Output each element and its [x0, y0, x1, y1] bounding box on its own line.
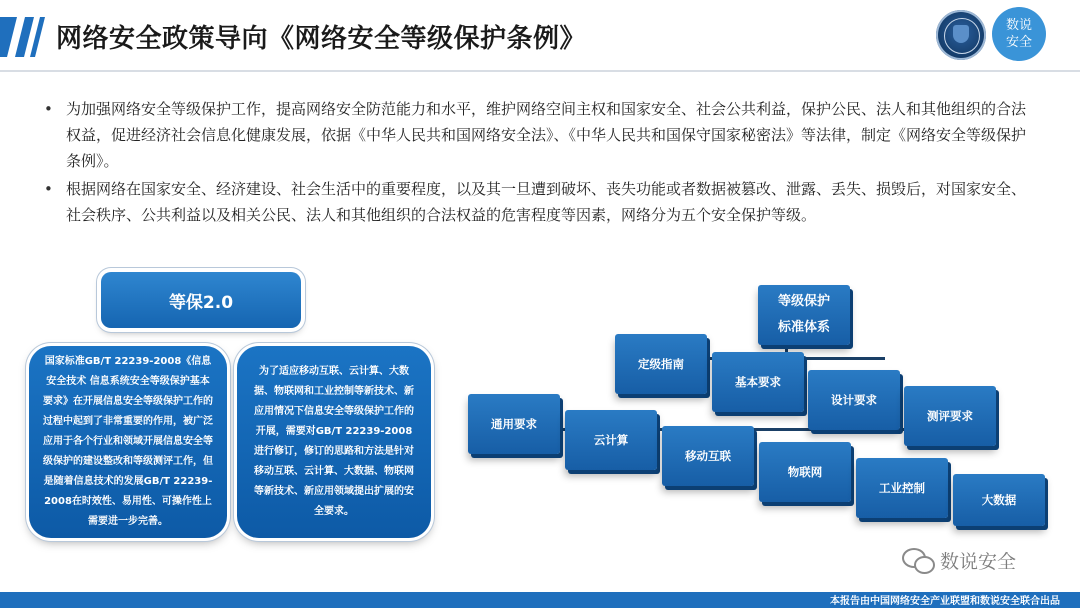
dengbao-title-box: 等保2.0 [101, 272, 301, 328]
level2-tile: 测评要求 [904, 386, 996, 446]
hierarchy-root-line2: 标准体系 [777, 320, 830, 335]
watermark-text: 数说安全 [940, 551, 1017, 573]
wechat-icon [902, 548, 934, 574]
page-title: 网络安全政策导向《网络安全等级保护条例》 [56, 24, 587, 54]
dengbao-right-panel [237, 346, 431, 538]
level3-tile: 物联网 [759, 442, 851, 502]
brand-logo-line1: 数说 [1005, 18, 1032, 33]
dengbao-right-text: 为了适应移动互联、云计算、大数据、物联网和工业控制等新技术、新应用情况下信息安全等级保护工作的开展，需要对GB/T 22239-2008进行修订，修订的思路和方法是针对移动互联、云计算、大数据、物联网等新技术、新应用领域提出扩展的安全要求。 [254, 366, 414, 517]
level2-tile: 基本要求 [712, 352, 804, 412]
hierarchy-root [758, 285, 850, 345]
dengbao-left-panel [29, 346, 227, 538]
watermark [902, 547, 1016, 574]
level3-tile: 云计算 [565, 410, 657, 470]
emblem-logo-icon [936, 10, 986, 60]
header-divider [0, 70, 1080, 72]
brand-logo-line2: 安全 [1005, 35, 1032, 50]
level3-tile: 移动互联 [662, 426, 754, 486]
level2-tile: 设计要求 [808, 370, 900, 430]
hierarchy-root-line1: 等级保护 [777, 294, 830, 309]
dengbao-left-text: 国家标准GB/T 22239-2008《信息安全技术 信息系统安全等级保护基本要求》在开展信息安全等级保护工作的过程中起到了非常重要的作用，被广泛应用于各个行业和领域开展信息安全等级保护的建设整改和等级测评工作，但是随着信息技术的发展GB/T 22239-2008在时效性、易用性、可操作性上需要进一步完善。 [43, 356, 213, 527]
header [0, 0, 1080, 70]
level3-tile: 通用要求 [468, 394, 560, 454]
bullet-item: • 根据网络在国家安全、经济建设、社会生活中的重要程度，以及其一旦遭到破坏、丧失功能或者数据被篡改、泄露、丢失、损毁后，对国家安全、社会秩序、公共利益以及相关公民、法人和其他组织的合法权益的危害程度等因素，网络分为五个安全保护等级。 [44, 176, 1034, 228]
level2-tile: 定级指南 [615, 334, 707, 394]
level3-tile: 工业控制 [856, 458, 948, 518]
footer-credit: 本报告由中国网络安全产业联盟和数说安全联合出品 [830, 596, 1060, 607]
bullet-list [44, 96, 1034, 230]
header-stripe [0, 17, 17, 57]
bullet-item: • 为加强网络安全等级保护工作，提高网络安全防范能力和水平，维护网络空间主权和国家安全、社会公共利益，保护公民、法人和其他组织的合法权益，促进经济社会信息化健康发展，依据《中华人民共和国网络安全法》、《中华人民共和国保守国家秘密法》等法律，制定《网络安全等级保护条例》。 [44, 96, 1034, 174]
brand-logo [992, 7, 1046, 61]
level3-tile: 大数据 [953, 474, 1045, 526]
